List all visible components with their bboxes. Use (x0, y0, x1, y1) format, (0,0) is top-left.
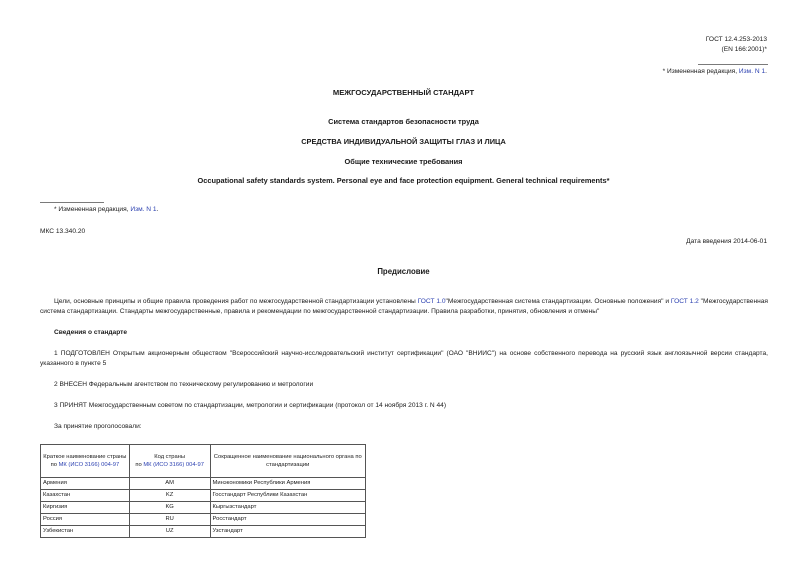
table-row (41, 526, 366, 538)
code-cell: KG (129, 502, 210, 514)
mks-code: МКС 13.340.20 (40, 228, 86, 235)
header-country-code (129, 445, 210, 478)
table-row (41, 514, 366, 526)
code-cell: RU (129, 514, 210, 526)
introduction-date: Дата введения 2014-06-01 (686, 238, 767, 245)
item-submitted: 2 ВНЕСЕН Федеральным агентством по техническому регулированию и метрологии (54, 381, 314, 388)
footnote-link[interactable]: Изм. N 1 (130, 206, 157, 213)
revision-note-text: * Измененная редакция, (662, 68, 738, 75)
standard-type-title: МЕЖГОСУДАРСТВЕННЫЙ СТАНДАРТ (332, 88, 475, 97)
header-country-name-by: по (50, 462, 57, 468)
footnote (54, 206, 158, 214)
code-cell: AM (129, 478, 210, 490)
system-title: Система стандартов безопасности труда (328, 117, 479, 126)
header-country-name (41, 445, 130, 478)
table-row (41, 502, 366, 514)
code-cell: UZ (129, 526, 210, 538)
preface-text-2: "Межгосударственная система стандартизации. Основные положения" и (445, 298, 670, 305)
header-country-code-by: по (135, 462, 142, 468)
item-adopted: 3 ПРИНЯТ Межгосударственным советом по стандартизации, метрологии и сертификации (протокол от 14 ноября 2013 г. N 44) (54, 402, 447, 409)
voted-for-label: За принятие проголосовали: (54, 423, 142, 430)
header-country-code-text: Код страны (154, 454, 186, 460)
code-cell: KZ (129, 490, 210, 502)
document-equivalent: (EN 166:2001)* (721, 46, 767, 53)
preface-paragraph (40, 297, 768, 317)
country-cell: Киргизия (41, 502, 130, 514)
english-title: Occupational safety standards system. Personal eye and face protection equipment. General technical requirements* (197, 176, 610, 185)
header-country-name-text: Краткое наименование страны (43, 454, 127, 460)
table-row (41, 490, 366, 502)
header-country-code-link[interactable]: МК (ИСО 3166) 004-97 (143, 462, 204, 468)
sub-title: Общие технические требования (344, 157, 463, 166)
header-country-name-link[interactable]: МК (ИСО 3166) 004-97 (58, 462, 120, 468)
body-cell: Узстандарт (210, 526, 366, 538)
header-national-body: Сокращенное наименование национального органа по стандартизации (210, 445, 366, 478)
table-header-row (41, 445, 366, 478)
standard-info-heading: Сведения о стандарте (54, 329, 128, 336)
footnote-text: * Измененная редакция, (54, 206, 129, 213)
country-cell: Армения (41, 478, 130, 490)
gost-1-0-link[interactable]: ГОСТ 1.0 (417, 298, 446, 305)
member-countries-table (40, 444, 366, 538)
item-prepared: 1 ПОДГОТОВЛЕН Открытым акционерным обществом "Всероссийский научно-исследовательский институт сертификации" (ОАО "ВНИИС") на основе собственного перевода на русский язык англоязычной версии стандарта, указанного в пункте 5 (40, 350, 768, 367)
country-cell: Россия (41, 514, 130, 526)
gost-1-2-link[interactable]: ГОСТ 1.2 (670, 298, 699, 305)
revision-note-end: . (765, 68, 767, 75)
preface-heading: Предисловие (377, 267, 430, 276)
body-cell: Кыргызстандарт (210, 502, 366, 514)
preface-text-3: "Межгосударственная система стандартизации. Стандарты межгосударственные, правила и рекомендации по межгосударственной стандартизации. Правила разработки, принятия, обновления и отмены" (40, 298, 768, 315)
header-divider (698, 64, 768, 65)
country-cell: Узбекистан (41, 526, 130, 538)
footnote-end: . (156, 206, 159, 213)
country-cell: Казахстан (41, 490, 130, 502)
revision-note (663, 68, 767, 76)
table-row (41, 478, 366, 490)
body-cell: Минэкономики Республики Армения (210, 478, 366, 490)
main-title: СРЕДСТВА ИНДИВИДУАЛЬНОЙ ЗАЩИТЫ ГЛАЗ И ЛИЦА (301, 137, 506, 146)
document-number: ГОСТ 12.4.253-2013 (705, 36, 767, 43)
revision-link[interactable]: Изм. N 1 (738, 68, 766, 75)
preface-text-1: Цели, основные принципы и общие правила проведения работ по межгосударственной стандартизации установлены (54, 298, 416, 305)
footnote-divider (40, 202, 104, 203)
body-cell: Госстандарт Республики Казахстан (210, 490, 366, 502)
body-cell: Росстандарт (210, 514, 366, 526)
